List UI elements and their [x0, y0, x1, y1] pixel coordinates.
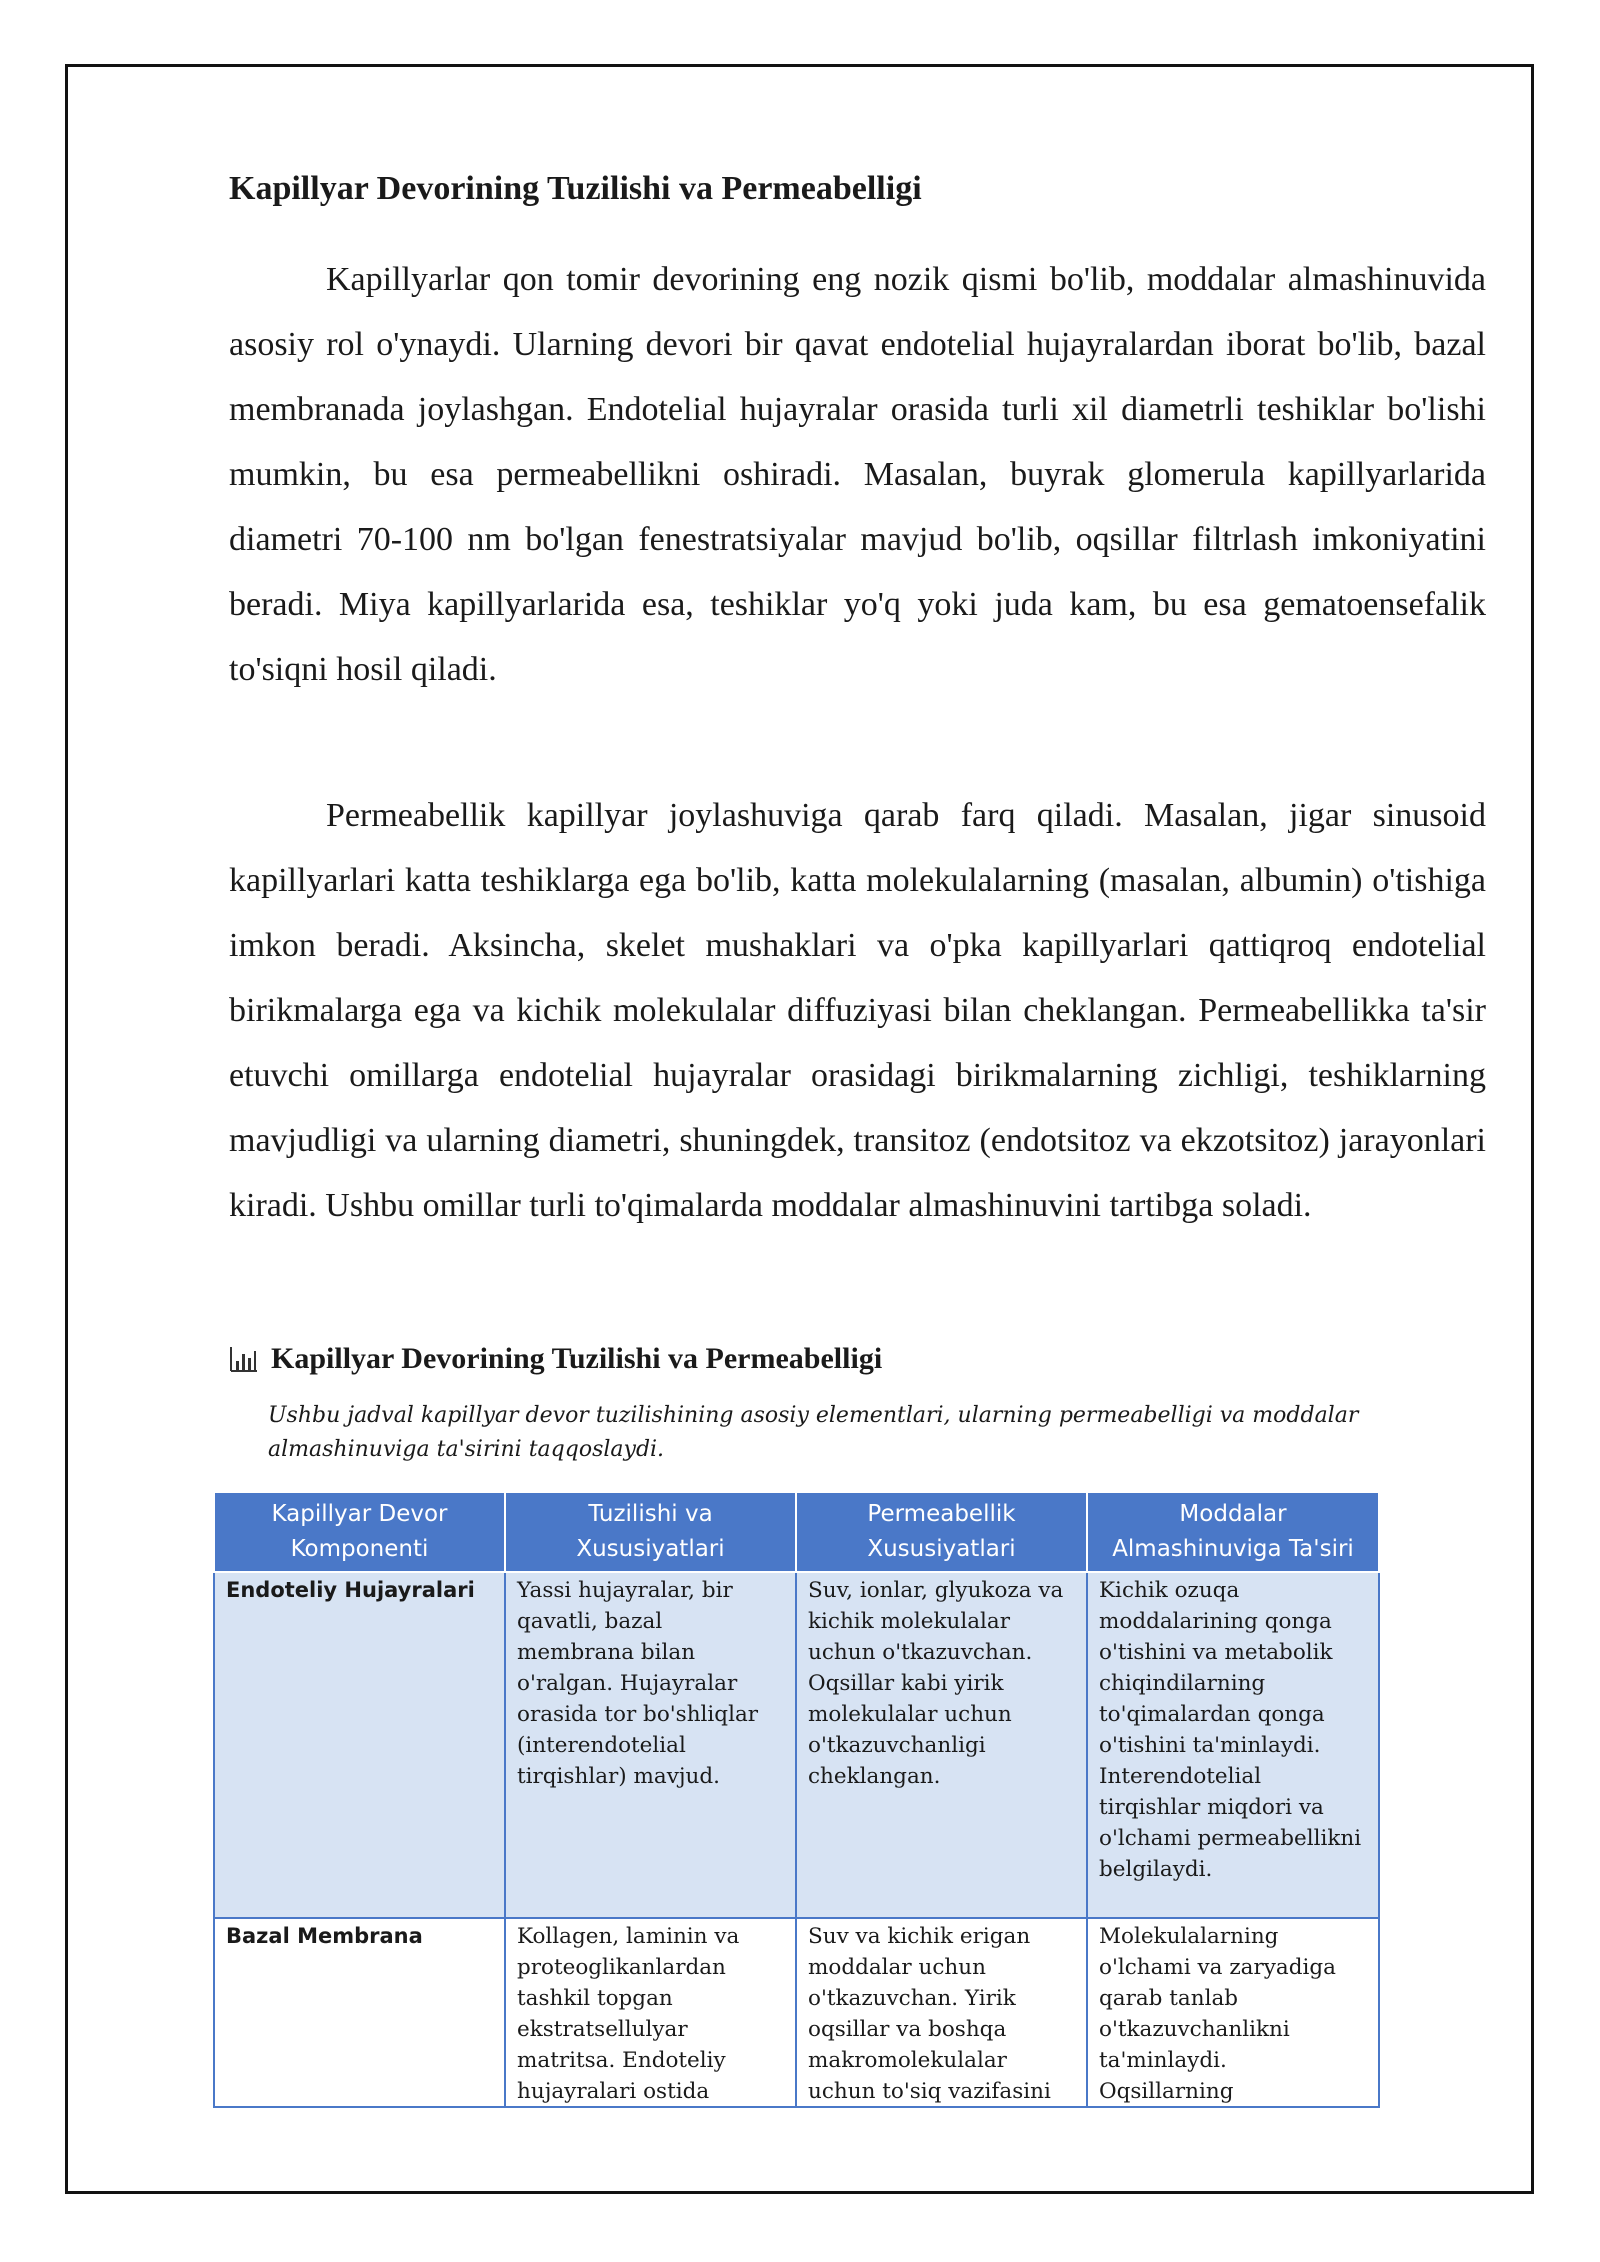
cell-text: Bazal Membrana	[226, 1924, 423, 1948]
table-caption: Ushbu jadval kapillyar devor tuzilishining asosiy elementlari, ularning permeabelligi va moddalar almashinuviga ta'sirini taqqoslaydi.	[268, 1403, 1359, 1462]
column-header: Moddalar Almashinuviga Ta'siri	[1087, 1492, 1379, 1572]
table-title	[229, 1342, 882, 1376]
table-cell	[1087, 1918, 1379, 2107]
table-row	[214, 1572, 1379, 1918]
table-cell: Kichik ozuqa moddalarining qonga o'tishini va metabolik chiqindilarning to'qimalardan qonga o'tishini ta'minlaydi. Interendotelial tirqishlar miqdori va o'lchami permeabellikni belgilaydi.	[1087, 1572, 1379, 1918]
row-header-cell	[214, 1918, 505, 2107]
table-title-text: Kapillyar Devorining Tuzilishi va Permeabelligi	[271, 1342, 883, 1375]
cell-text: Kollagen, laminin va proteoglikanlardan tashkil topgan ekstratsellulyar matritsa. Endoteliy hujayralari ostida	[517, 1924, 740, 2104]
document-heading: Kapillyar Devorining Tuzilishi va Permeabelligi	[229, 170, 922, 207]
cell-text: Suv va kichik erigan moddalar uchun o'tkazuvchan. Yirik oqsillar va boshqa makromolekulalar uchun to'siq vazifasini	[808, 1924, 1051, 2104]
comparison-table	[213, 1491, 1380, 2108]
paragraph-1: Kapillyarlar qon tomir devorining eng nozik qismi bo'lib, moddalar almashinuvida asosiy rol o'ynaydi. Ularning devori bir qavat endotelial hujayralardan iborat bo'lib, bazal membranada joylashgan. Endotelial hujayralar orasida turli xil diametrli teshiklar bo'lishi mumkin, bu esa permeabellikni oshiradi. Masalan, buyrak glomerula kapillyarlarida diametri 70-100 nm bo'lgan fenestratsiyalar mavjud bo'lib, oqsillar filtrlash imkoniyatini beradi. Miya kapillyarlarida esa, teshiklar yo'q yoki juda kam, bu esa gematoensefalik to'siqni hosil qiladi.	[229, 261, 1486, 688]
table-cell: Yassi hujayralar, bir qavatli, bazal membrana bilan o'ralgan. Hujayralar orasida tor bo'shliqlar (interendotelial tirqishlar) mavjud.	[505, 1572, 796, 1918]
column-header: Permeabellik Xususiyatlari	[796, 1492, 1087, 1572]
cell-text: Molekulalarning o'lchami va zaryadiga qarab tanlab o'tkazuvchanlikni ta'minlaydi. Oqsillarning	[1099, 1924, 1336, 2104]
bar-chart-icon	[229, 1345, 259, 1373]
table-cell	[796, 1918, 1087, 2107]
table-row	[214, 1918, 1379, 2107]
table-cell	[505, 1918, 796, 2107]
row-header-cell: Endoteliy Hujayralari	[214, 1572, 505, 1918]
column-header: Tuzilishi va Xususiyatlari	[505, 1492, 796, 1572]
column-header: Kapillyar Devor Komponenti	[214, 1492, 505, 1572]
paragraph-2: Permeabellik kapillyar joylashuviga qarab farq qiladi. Masalan, jigar sinusoid kapillyarlari katta teshiklarga ega bo'lib, katta molekulalarning (masalan, albumin) o'tishiga imkon beradi. Aksincha, skelet mushaklari va o'pka kapillyarlari qattiqroq endotelial birikmalarga ega va kichik molekulalar diffuziyasi bilan cheklangan. Permeabellikka ta'sir etuvchi omillarga endotelial hujayralar orasidagi birikmalarning zichligi, teshiklarning mavjudligi va ularning diametri, shuningdek, transitoz (endotsitoz va ekzotsitoz) jarayonlari kiradi. Ushbu omillar turli to'qimalarda moddalar almashinuvini tartibga soladi.	[229, 797, 1486, 1224]
table-header-row	[214, 1492, 1379, 1572]
table-cell: Suv, ionlar, glyukoza va kichik molekulalar uchun o'tkazuvchan. Oqsillar kabi yirik molekulalar uchun o'tkazuvchanligi cheklangan.	[796, 1572, 1087, 1918]
